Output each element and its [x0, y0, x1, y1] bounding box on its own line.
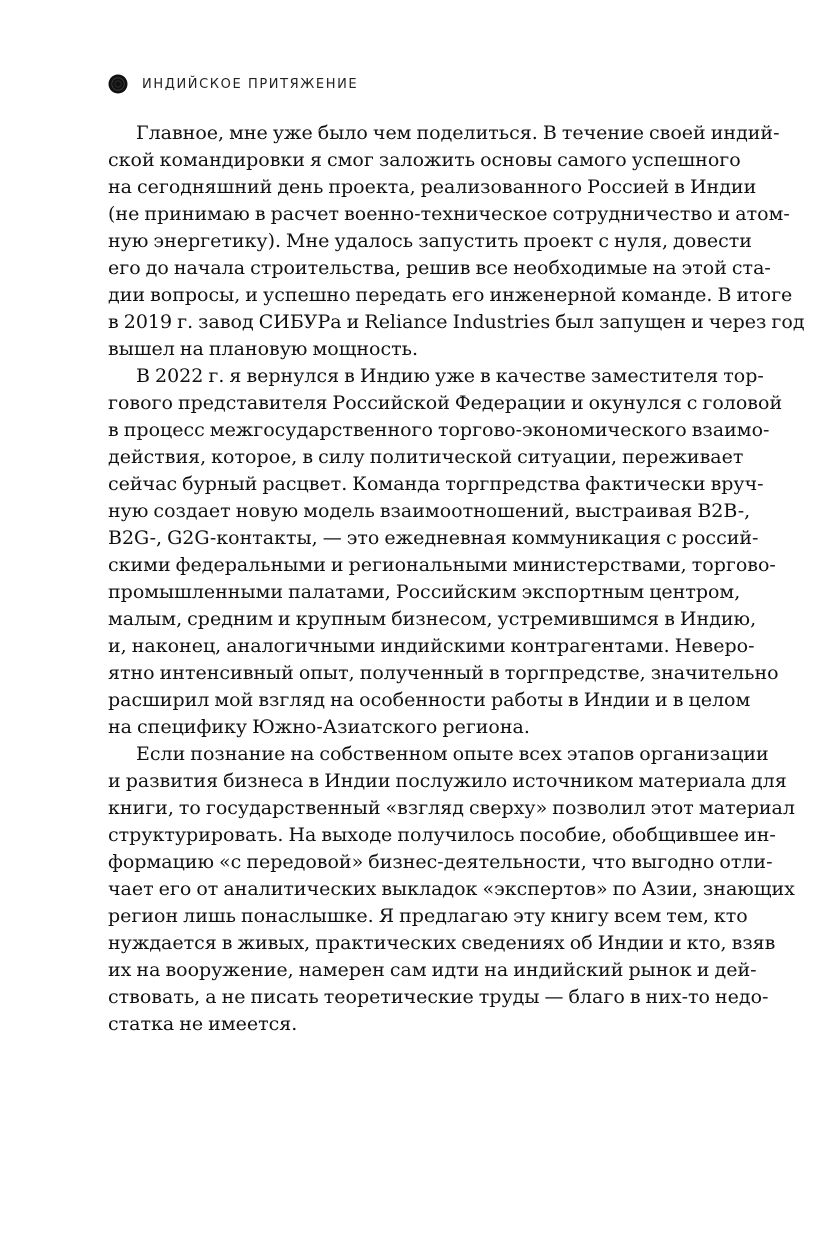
text-line: регион лишь понаслышке. Я предлагаю эту книгу всем тем, кто [108, 905, 748, 927]
text-line: чает его от аналитических выкладок «экспертов» по Азии, знающих [108, 878, 795, 900]
text-line: и, наконец, аналогичными индийскими контрагентами. Неверо- [108, 635, 755, 657]
text-line: малым, средним и крупным бизнесом, устремившимся в Индию, [108, 608, 757, 630]
text-line: вышел на плановую мощность. [108, 338, 419, 360]
text-line: В 2022 г. я вернулся в Индию уже в качестве заместителя тор- [136, 365, 764, 387]
running-head-title: ИНДИЙСКОЕ ПРИТЯЖЕНИЕ [142, 76, 359, 92]
text-line: ской командировки я смог заложить основы самого успешного [108, 149, 741, 171]
text-line: статка не имеется. [108, 1013, 298, 1035]
body-text [108, 120, 805, 1038]
paragraph-3 [108, 741, 795, 1038]
text-line: Главное, мне уже было чем поделиться. В течение своей индий- [136, 122, 780, 144]
text-line: формацию «с передовой» бизнес-деятельности, что выгодно отли- [108, 851, 773, 873]
paragraph-1 [108, 120, 805, 363]
text-line: в 2019 г. завод СИБУРа и Reliance Industries был запущен и через год [108, 311, 805, 333]
text-line: (не принимаю в расчет военно-техническое сотрудничество и атом- [108, 203, 790, 225]
text-line: ную создает новую модель взаимоотношений, выстраивая B2B-, [108, 500, 751, 522]
text-line: на специфику Южно-Азиатского региона. [108, 716, 530, 738]
text-line: в процесс межгосударственного торгово-экономического взаимо- [108, 419, 770, 441]
text-line: Если познание на собственном опыте всех этапов организации [136, 743, 769, 765]
text-line: структурировать. На выходе получилось пособие, обобщившее ин- [108, 824, 776, 846]
text-line: на сегодняшний день проекта, реализованного Россией в Индии [108, 176, 757, 198]
text-line: ятно интенсивный опыт, полученный в торгпредстве, значительно [108, 662, 779, 684]
text-line: действия, которое, в силу политической ситуации, переживает [108, 446, 744, 468]
text-line: расширил мой взгляд на особенности работы в Индии и в целом [108, 689, 751, 711]
paragraph-2 [108, 363, 783, 741]
text-line: его до начала строительства, решив все необходимые на этой ста- [108, 257, 771, 279]
running-head [108, 73, 358, 95]
text-line: книги, то государственный «взгляд сверху» позволил этот материал [108, 797, 795, 819]
text-line: ствовать, а не писать теоретические труды — благо в них-то недо- [108, 986, 769, 1008]
text-line: ную энергетику). Мне удалось запустить проект с нуля, довести [108, 230, 752, 252]
text-line: нуждается в живых, практических сведениях об Индии и кто, взяв [108, 932, 776, 954]
text-line: сейчас бурный расцвет. Команда торгпредства фактически вруч- [108, 473, 764, 495]
text-line: B2G-, G2G-контакты, — это ежедневная коммуникация с россий- [108, 527, 759, 549]
text-line: промышленными палатами, Российским экспортным центром, [108, 581, 741, 603]
text-line: и развития бизнеса в Индии послужило источником материала для [108, 770, 787, 792]
filled-circle-ornament-icon [108, 74, 128, 94]
text-line: дии вопросы, и успешно передать его инженерной команде. В итоге [108, 284, 793, 306]
text-line: скими федеральными и региональными министерствами, торгово- [108, 554, 776, 576]
text-line: гового представителя Российской Федерации и окунулся с головой [108, 392, 783, 414]
text-line: их на вооружение, намерен сам идти на индийский рынок и дей- [108, 959, 757, 981]
